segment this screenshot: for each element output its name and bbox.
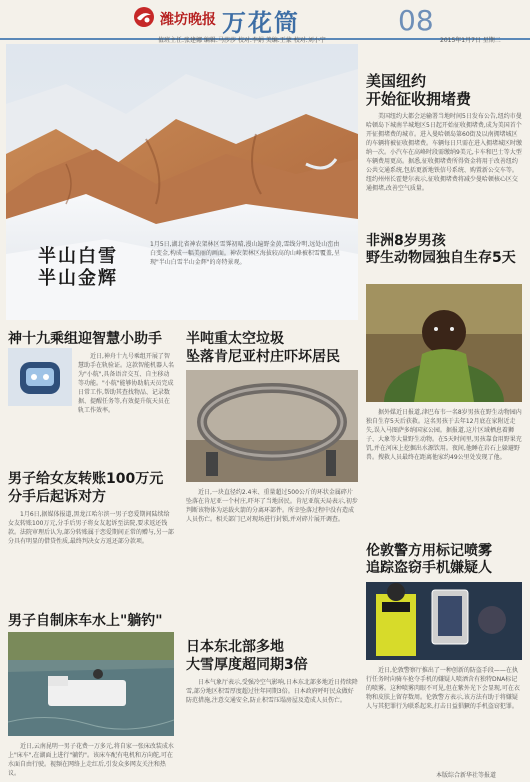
- article-title-transfer-line1: 男子给女友转账100万元: [8, 471, 164, 487]
- space-ring-image: [186, 370, 358, 482]
- article-body-ny: 美国纽约大都会运输署当地时间5日发布公告,纽约市曼哈顿岛下城南半城地区5日起开始征收拥堵费,成为美国首个开征拥堵费的城市。进入曼哈顿岛第60街及以南拥堵城区的车辆将被征收拥堵费。车辆每日只需在进入拥堵城区时缴纳一次。小汽车在高峰时段需缴纳9美元,卡车和巴士等大型车辆费用更高。据悉,征收拥堵费所得资金将用于改善纽约公共交通系统,包括更新地铁信号系统、购置新公交车等。纽约州州长霍楚尔表示,征收拥堵费将减少曼哈顿核心区交通拥堵,改善空气质量。: [366, 113, 523, 192]
- article-title-japan-line2: 大雪厚度超同期3倍: [186, 657, 308, 673]
- article-body-shenzhou: 近日,神舟十九号乘组开展了智慧助手在轨验证。这款智能机器人名为"小航",具备语音交互、自主移动等功能。"小航"能够协助航天员完成日常工作,帮助其查找物品、记录数据、提醒任务等,有效提升航天员在轨工作效率。: [78, 353, 175, 414]
- article-body-africa: 据外媒近日报道,津巴布韦一名8岁男孩在野生动物园内独自生存5天后获救。这名男孩于去年12月底在家附近走失,误入马图萨多纳国家公园。据报道,这片区域栖息着狮子、大象等大量野生动物。在5天时间里,男孩靠食用野果充饥,并在河床上挖掘出水源饮用。夜间,他睡在岩石上躲避野兽。搜救人员最终在距离他家约49公里处发现了他。: [366, 409, 522, 461]
- article-title-transfer-line2: 分手后起诉对方: [8, 489, 106, 505]
- article-body-transfer: 1月6日,据媒体报道,黑龙江哈尔滨一男子恋爱期间陆续给女友转账100万元,分手后男子将女友起诉至法院,要求返还钱款。法院审理后认为,部分转账属于恋爱期间正常的赠与,另一部分具有明显的借贷性质,最终判决女方返还部分款项。: [8, 511, 174, 545]
- article-title-ny-line1: 美国纽约: [366, 72, 427, 90]
- robot-photo: [8, 348, 72, 406]
- police-photo: [366, 582, 522, 660]
- article-title-bedcar: 男子自制床车水上"躺钓": [8, 613, 163, 629]
- article-title-ny-line2: 开始征收拥堵费: [366, 90, 472, 108]
- bed-boat-photo: [8, 632, 174, 736]
- masthead: [0, 0, 530, 40]
- boy-image: [366, 284, 522, 402]
- article-title-space-junk-line1: 半吨重太空垃圾: [186, 331, 284, 347]
- main-feature-caption: 1月5日,湖北省神农架林区雪霁初晴,漫山遍野金黄,雪线分明,远处山峦由白变金,构成一幅美丽的画面。神农架林区海拔较高的山峰被积雪覆盖,呈现"半山白雪半山金辉"的奇特景观。: [150, 241, 340, 266]
- article-title-shenzhou: 神十九乘组迎智慧小助手: [8, 331, 162, 347]
- article-body-bedcar: 近日,云南昆明一男子花费一万多元,将自家一张床改装成水上"床车",在湖面上进行"躺钓"。该床车配有电机和方向舵,可在水面自由行驶。视频在网络上走红后,引发众多网友关注和热议。: [8, 743, 174, 777]
- article-body-japan: 日本气象厅表示,受强冷空气影响,日本东北部多地近日持续降雪,部分地区积雪厚度超过往年同期3倍。日本政府呼吁民众做好防范措施,注意交通安全,防止积雪压塌房屋及造成人员伤亡。: [186, 679, 358, 704]
- article-title-africa-line1: 非洲8岁男孩: [366, 233, 446, 249]
- space-ring-photo: [186, 370, 358, 482]
- newspaper-name: 潍坊晚报: [160, 12, 216, 28]
- article-title-space-junk-line2: 坠落肯尼亚村庄吓坏居民: [186, 349, 340, 365]
- section-title: 万花筒: [222, 8, 300, 37]
- article-body-london: 近日,伦敦警察厅推出了一种创新的防盗手段——在执行任务时向骑车抢夺手机的嫌疑人喷洒含有独特DNA标记的喷雾。这种喷雾肉眼不可见,但在紫外光下会显现,可在衣物和皮肤上留存数周。伦敦警方表示,该方法有助于将嫌疑人与其犯罪行为联系起来,打击日益猖獗的手机盗窃犯罪。: [366, 667, 520, 710]
- staff-line: 值班主任:张建娜 编辑:马莎莎 校对:李娟 美编:王蒙 校对:刘小宁: [158, 37, 326, 44]
- article-title-london-line2: 追踪盗窃手机嫌疑人: [366, 560, 492, 576]
- robot-image: [8, 348, 72, 406]
- newspaper-logo-icon: [132, 6, 156, 28]
- source-footer: 本版综合新华社等报道: [436, 772, 497, 779]
- page-number: 08: [398, 4, 434, 37]
- main-feature-title-line2: 半山金辉: [38, 268, 118, 289]
- bed-boat-image: [8, 632, 174, 736]
- article-title-japan-line1: 日本东北部多地: [186, 639, 284, 655]
- article-title-africa-line2: 野生动物园独自生存5天: [366, 250, 516, 266]
- police-image: [366, 582, 522, 660]
- main-feature-title-line1: 半山白雪: [38, 246, 118, 267]
- article-title-london-line1: 伦敦警方用标记喷雾: [366, 543, 492, 559]
- date-line: 2015年1月7日 星期二: [440, 37, 501, 44]
- boy-photo: [366, 284, 522, 402]
- article-body-space-junk: 近日,一块直径约2.4米、重量超过500公斤的环状金属碎片坠落在肯尼亚一个村庄,吓坏了当地居民。肯尼亚航天局表示,初步判断该物体为运载火箭的分离环部件。所幸坠落过程中没有造成人员伤亡。相关部门已对现场进行封锁,并对碎片展开调查。: [186, 489, 358, 523]
